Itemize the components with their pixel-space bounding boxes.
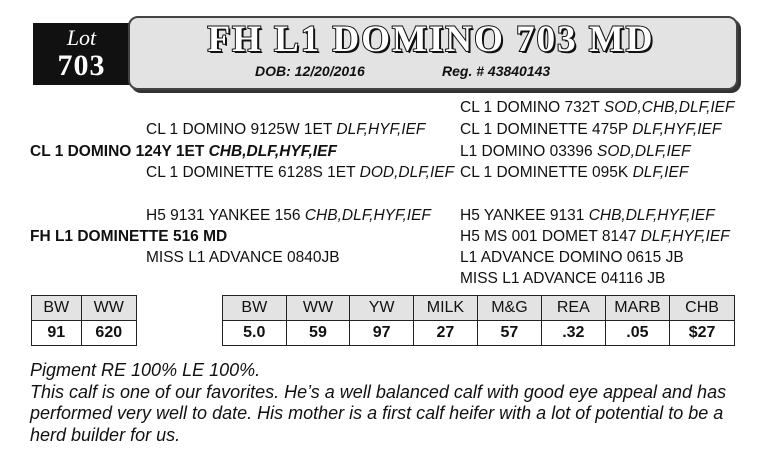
epd-header-rea: REA bbox=[541, 296, 605, 321]
ww-header: WW bbox=[81, 296, 136, 321]
pedigree-ds-sire: H5 YANKEE 9131 CHB,DLF,HYF,IEF bbox=[460, 207, 715, 224]
epd-header-marb: MARB bbox=[605, 296, 669, 321]
epd-value-rea: .32 bbox=[541, 321, 605, 346]
epd-value-mg: 57 bbox=[477, 321, 541, 346]
pedigree-dam: FH L1 DOMINETTE 516 MD bbox=[30, 228, 228, 245]
epd-header-chb: CHB bbox=[670, 296, 735, 321]
epd-table bbox=[222, 295, 735, 346]
pedigree-dam-dam: MISS L1 ADVANCE 0840JB bbox=[146, 249, 340, 266]
description-note: This calf is one of our favorites. He’s a well balanced calf with good eye appeal and has performed very well to date. His mother is a first calf heifer with a lot of potential to be a herd builder for us. bbox=[30, 381, 727, 445]
epd-value-chb: $27 bbox=[670, 321, 735, 346]
pedigree-dam-sire: H5 9131 YANKEE 156 CHB,DLF,HYF,IEF bbox=[146, 207, 431, 224]
registration-number: Reg. # 43840143 bbox=[442, 63, 551, 79]
ww-value: 620 bbox=[81, 321, 136, 346]
lot-label: Lot bbox=[66, 25, 97, 50]
lot-number: 703 bbox=[57, 49, 106, 82]
pedigree-dd-sire: L1 ADVANCE DOMINO 0615 JB bbox=[460, 249, 684, 266]
pedigree-ss-dam: CL 1 DOMINETTE 475P DLF,HYF,IEF bbox=[460, 121, 722, 138]
pedigree-dd-dam: MISS L1 ADVANCE 04116 JB bbox=[460, 270, 666, 287]
epd-header-mg: M&G bbox=[477, 296, 541, 321]
actual-weights-table bbox=[31, 295, 137, 346]
pedigree-sd-dam: CL 1 DOMINETTE 095K DLF,IEF bbox=[460, 164, 689, 181]
pigment-note: Pigment RE 100% LE 100%. bbox=[30, 360, 261, 380]
epd-header-yw: YW bbox=[350, 296, 414, 321]
epd-value-marb: .05 bbox=[605, 321, 669, 346]
epd-value-yw: 97 bbox=[350, 321, 414, 346]
lot-notes bbox=[30, 360, 742, 446]
epd-header-milk: MILK bbox=[413, 296, 477, 321]
pedigree-sire-dam: CL 1 DOMINETTE 6128S 1ET DOD,DLF,IEF bbox=[146, 164, 455, 181]
pedigree-ss-sire: CL 1 DOMINO 732T SOD,CHB,DLF,IEF bbox=[460, 99, 735, 116]
epd-header-bw: BW bbox=[223, 296, 287, 321]
pedigree-sire: CL 1 DOMINO 124Y 1ET CHB,DLF,HYF,IEF bbox=[30, 143, 337, 160]
bw-value: 91 bbox=[32, 321, 82, 346]
epd-value-ww: 59 bbox=[286, 321, 350, 346]
animal-name: FH L1 DOMINO 703 MD bbox=[207, 19, 655, 60]
lot-badge bbox=[33, 23, 130, 85]
epd-value-bw: 5.0 bbox=[223, 321, 287, 346]
pedigree-ds-dam: H5 MS 001 DOMET 8147 DLF,HYF,IEF bbox=[460, 228, 730, 245]
dob-text: DOB: 12/20/2016 bbox=[255, 63, 365, 79]
pedigree-sire-sire: CL 1 DOMINO 9125W 1ET DLF,HYF,IEF bbox=[146, 121, 426, 138]
epd-header-ww: WW bbox=[286, 296, 350, 321]
bw-header: BW bbox=[32, 296, 82, 321]
pedigree-sd-sire: L1 DOMINO 03396 SOD,DLF,IEF bbox=[460, 143, 691, 160]
epd-value-milk: 27 bbox=[413, 321, 477, 346]
